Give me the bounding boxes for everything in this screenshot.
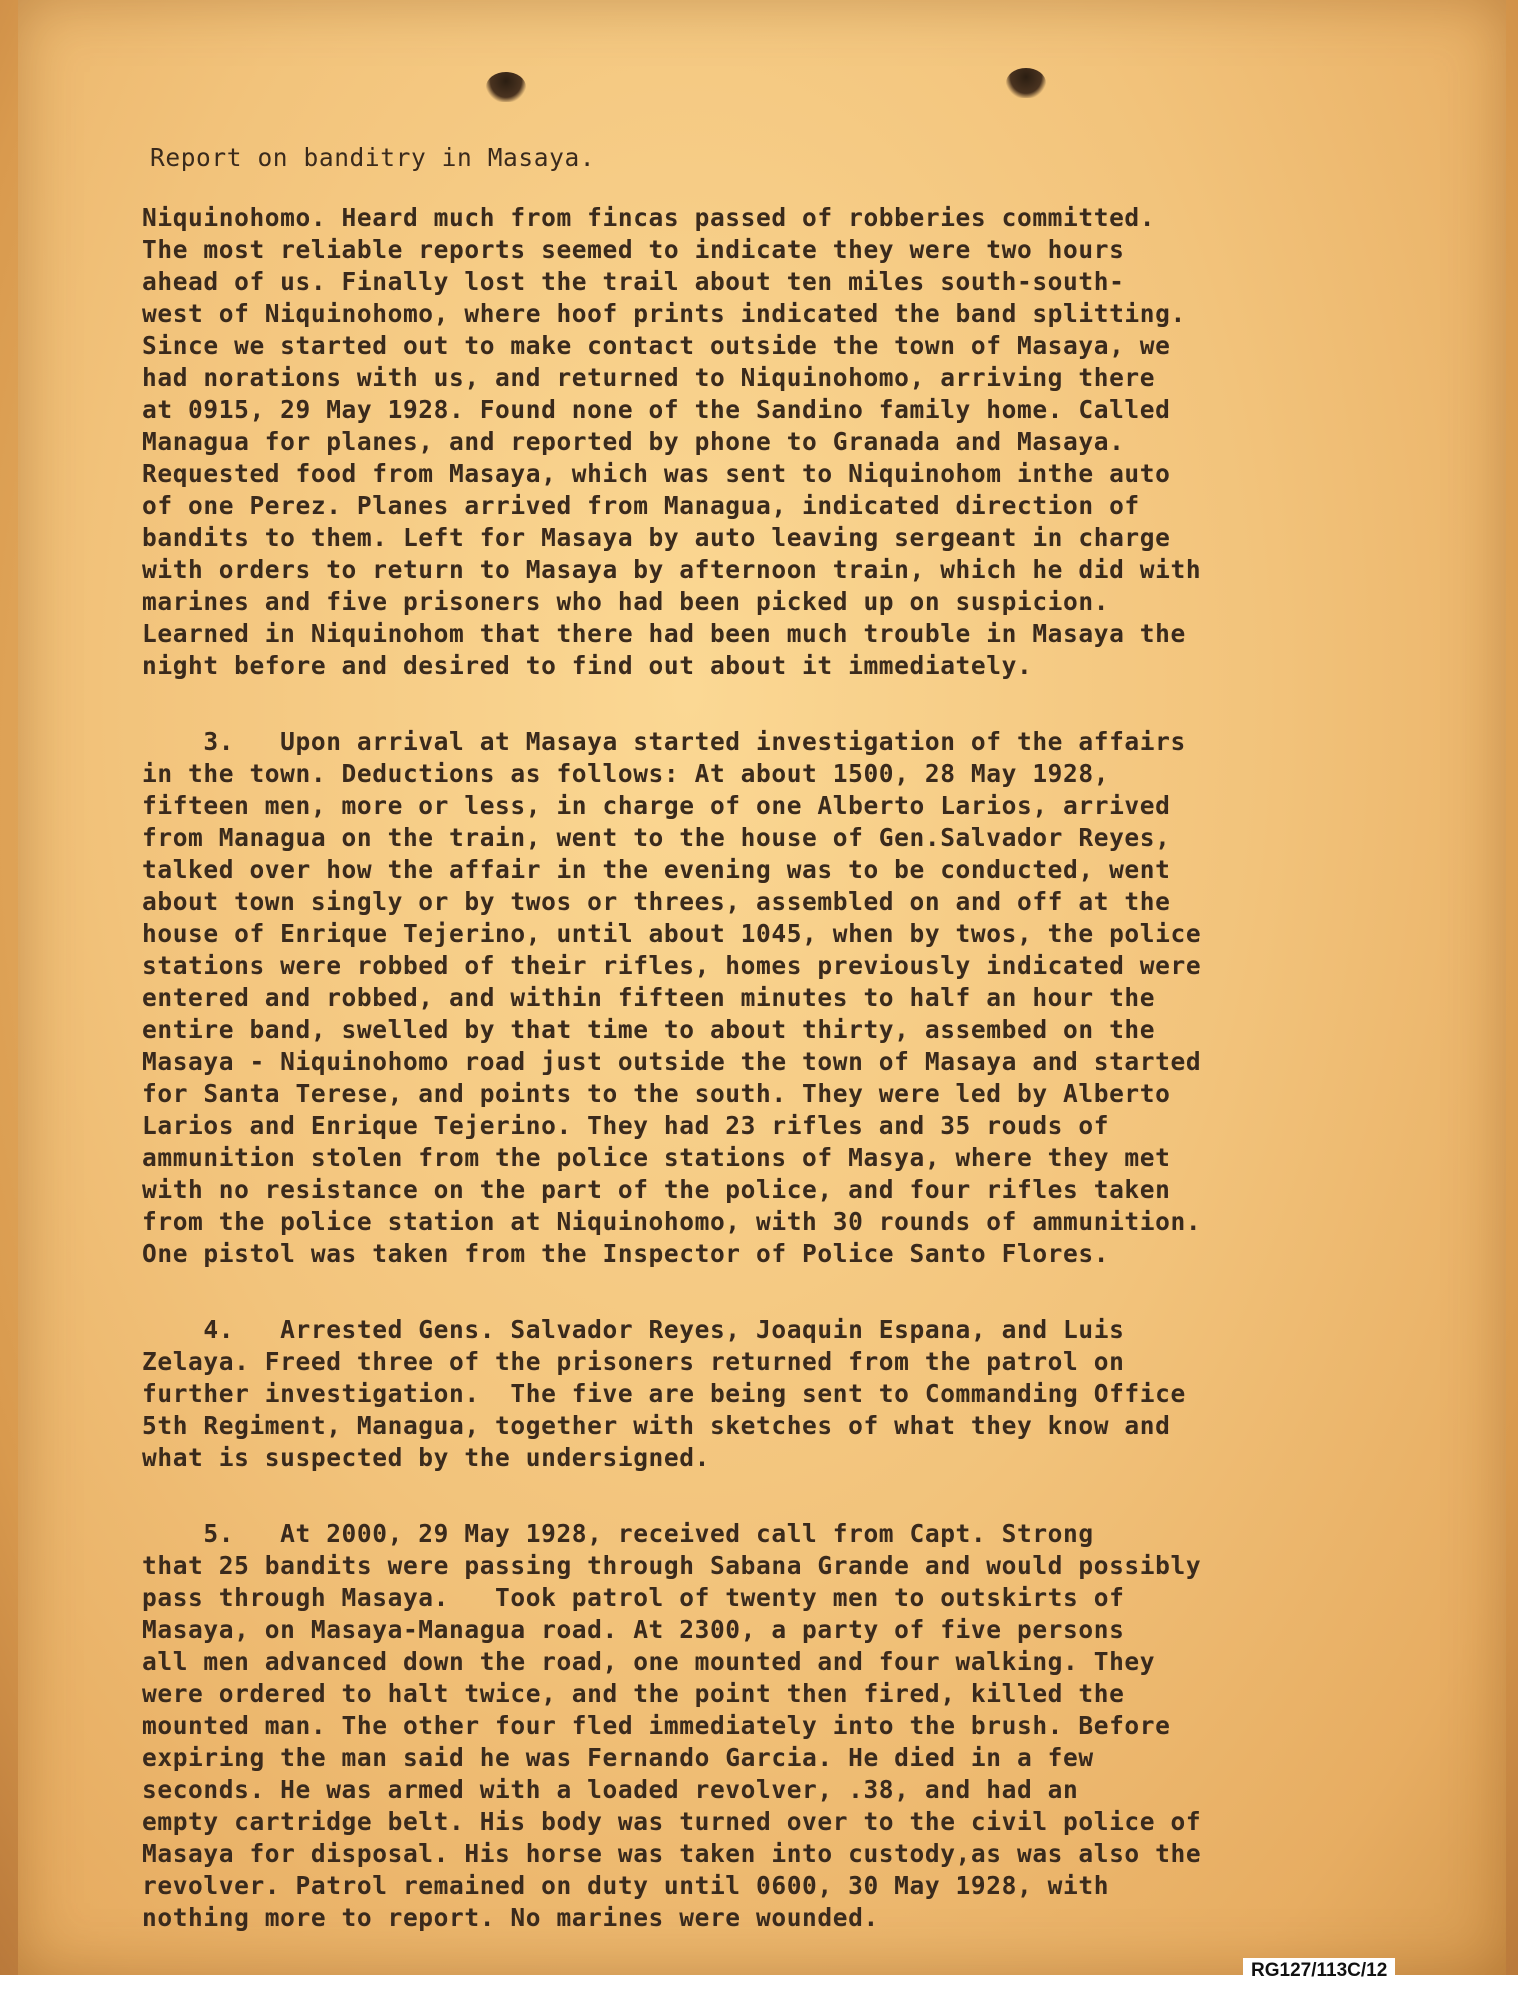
paragraph-3 <box>142 726 1472 1270</box>
text-line: empty cartridge belt. His body was turned over to the civil police of <box>142 1807 1202 1836</box>
text-line: fifteen men, more or less, in charge of one Alberto Larios, arrived <box>142 791 1171 820</box>
text-line: from Managua on the train, went to the house of Gen.Salvador Reyes, <box>142 823 1171 852</box>
paragraph-4 <box>142 1314 1472 1474</box>
text-line: of one Perez. Planes arrived from Managua, indicated direction of <box>142 491 1140 520</box>
paragraph-5 <box>142 1518 1472 1934</box>
text-line: had norations with us, and returned to Niquinohomo, arriving there <box>142 363 1156 392</box>
text-line: from the police station at Niquinohomo, with 30 rounds of ammunition. <box>142 1207 1202 1236</box>
text-line: 3. Upon arrival at Masaya started investigation of the affairs <box>142 727 1186 756</box>
text-line: Masaya for disposal. His horse was taken into custody,as was also the <box>142 1839 1202 1868</box>
text-line: Masaya - Niquinohomo road just outside the town of Masaya and started <box>142 1047 1202 1076</box>
text-line: Learned in Niquinohom that there had been much trouble in Masaya the <box>142 619 1186 648</box>
punch-hole-right <box>1006 68 1046 98</box>
text-line: Requested food from Masaya, which was sent to Niquinohom inthe auto <box>142 459 1171 488</box>
text-line: further investigation. The five are being sent to Commanding Office <box>142 1379 1186 1408</box>
paragraph-continuation <box>142 202 1472 682</box>
text-line: bandits to them. Left for Masaya by auto leaving sergeant in charge <box>142 523 1171 552</box>
text-line: night before and desired to find out about it immediately. <box>142 651 1033 680</box>
text-line: entire band, swelled by that time to about thirty, assembed on the <box>142 1015 1156 1044</box>
text-line: nothing more to report. No marines were wounded. <box>142 1903 879 1932</box>
text-line: The most reliable reports seemed to indicate they were two hours <box>142 235 1125 264</box>
text-line: stations were robbed of their rifles, homes previously indicated were <box>142 951 1202 980</box>
text-line: in the town. Deductions as follows: At about 1500, 28 May 1928, <box>142 759 1110 788</box>
text-line: Zelaya. Freed three of the prisoners returned from the patrol on <box>142 1347 1125 1376</box>
text-line: talked over how the affair in the evening was to be conducted, went <box>142 855 1171 884</box>
text-line: at 0915, 29 May 1928. Found none of the Sandino family home. Called <box>142 395 1171 424</box>
text-line: Masaya, on Masaya-Managua road. At 2300, a party of five persons <box>142 1615 1125 1644</box>
text-line: about town singly or by twos or threes, assembled on and off at the <box>142 887 1171 916</box>
text-line: west of Niquinohomo, where hoof prints indicated the band splitting. <box>142 299 1186 328</box>
document-title: Report on banditry in Masaya. <box>150 143 596 172</box>
text-line: mounted man. The other four fled immediately into the brush. Before <box>142 1711 1171 1740</box>
text-line: One pistol was taken from the Inspector of Police Santo Flores. <box>142 1239 1110 1268</box>
punch-hole-left <box>486 72 526 102</box>
text-line: 4. Arrested Gens. Salvador Reyes, Joaquin Espana, and Luis <box>142 1315 1125 1344</box>
text-line: pass through Masaya. Took patrol of twenty men to outskirts of <box>142 1583 1125 1612</box>
text-line: ammunition stolen from the police stations of Masya, where they met <box>142 1143 1171 1172</box>
text-line: marines and five prisoners who had been picked up on suspicion. <box>142 587 1110 616</box>
text-line: revolver. Patrol remained on duty until 0600, 30 May 1928, with <box>142 1871 1110 1900</box>
text-line: what is suspected by the undersigned. <box>142 1443 710 1472</box>
text-line: Larios and Enrique Tejerino. They had 23 rifles and 35 rouds of <box>142 1111 1110 1140</box>
text-line: all men advanced down the road, one mounted and four walking. They <box>142 1647 1156 1676</box>
text-line: that 25 bandits were passing through Sabana Grande and would possibly <box>142 1551 1202 1580</box>
text-line: 5th Regiment, Managua, together with sketches of what they know and <box>142 1411 1171 1440</box>
text-line: entered and robbed, and within fifteen minutes to half an hour the <box>142 983 1156 1012</box>
archive-reference-label: RG127/113C/12 <box>1243 1958 1395 1984</box>
text-line: for Santa Terese, and points to the south. They were led by Alberto <box>142 1079 1171 1108</box>
document-body <box>142 130 1472 1978</box>
text-line: Since we started out to make contact outside the town of Masaya, we <box>142 331 1171 360</box>
text-line: seconds. He was armed with a loaded revolver, .38, and had an <box>142 1775 1079 1804</box>
text-line: were ordered to halt twice, and the point then fired, killed the <box>142 1679 1125 1708</box>
text-line: Managua for planes, and reported by phone to Granada and Masaya. <box>142 427 1125 456</box>
text-line: house of Enrique Tejerino, until about 1045, when by twos, the police <box>142 919 1202 948</box>
text-line: with orders to return to Masaya by afternoon train, which he did with <box>142 555 1202 584</box>
text-line: expiring the man said he was Fernando Garcia. He died in a few <box>142 1743 1094 1772</box>
text-line: with no resistance on the part of the police, and four rifles taken <box>142 1175 1171 1204</box>
text-line: 5. At 2000, 29 May 1928, received call from Capt. Strong <box>142 1519 1094 1548</box>
text-line: Niquinohomo. Heard much from fincas passed of robberies committed. <box>142 203 1156 232</box>
text-line: ahead of us. Finally lost the trail about ten miles south-south- <box>142 267 1125 296</box>
